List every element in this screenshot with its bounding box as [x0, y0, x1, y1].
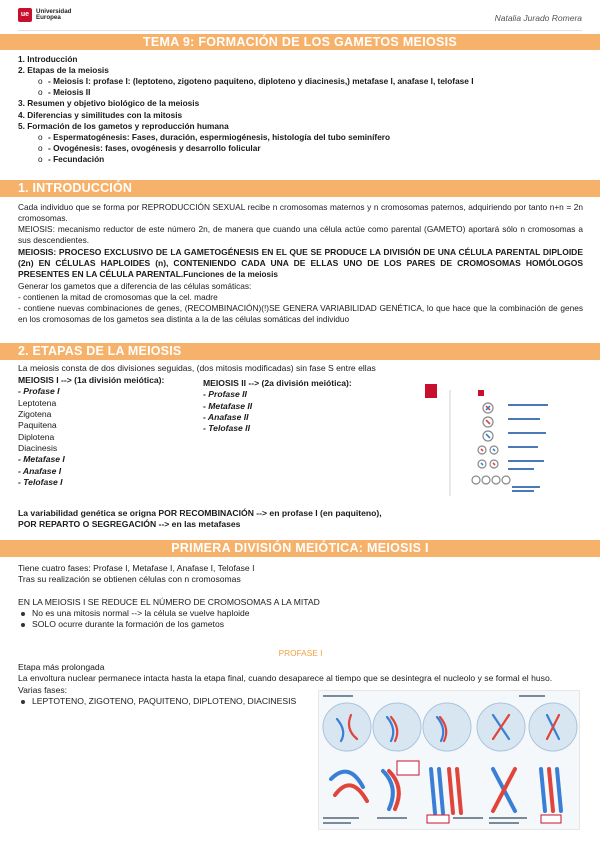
- profase-paragraph: La envoltura nuclear permanece intacta hasta la etapa final, cuando desaparece al tiempo que se desintegra el nucleolo y se formal el huso.: [18, 673, 553, 684]
- toc-item: 2. Etapas de la meiosis: [18, 65, 109, 76]
- meiosis-i-paragraph: Tras su realización se obtienen células con n cromosomas: [18, 574, 241, 585]
- meiosis-i-section: [18, 563, 583, 631]
- intro-section: [18, 202, 583, 325]
- toc-subitem: o - Ovogénesis: fases, ovogénesis y desarrollo folicular: [18, 143, 583, 154]
- meiosis-i-list: [18, 375, 208, 488]
- logo-mark: ue: [18, 8, 32, 22]
- stage-item: - Telofase II: [203, 423, 250, 434]
- stage-item: Leptotena: [18, 397, 57, 408]
- profase-paragraph: Etapa más prolongada: [18, 662, 105, 672]
- stage-item: Paquitena: [18, 420, 57, 431]
- page-title: TEMA 9: FORMACIÓN DE LOS GAMETOS MEIOSIS: [0, 34, 600, 50]
- stage-item: - Profase I: [18, 386, 60, 397]
- logo-line2: Europea: [36, 14, 61, 21]
- stage-item: - Anafase I: [18, 465, 62, 476]
- stage-item: - Metafase I: [18, 454, 65, 465]
- meiosis-definition: MEIOSIS: PROCESO EXCLUSIVO DE LA GAMETOGÉNESIS EN EL QUE SE PRODUCE LA DIVISIÓN DE UNA CÉLULA PARENTAL DIPLOIDE (2n) EN CÉLULAS HAPLOIDES (n), CONTENIENDO CADA UNA DE ELLAS UNO DE LOS PARES DE CROMOSOMAS HOMÓLOGOS PRESENTES EN LA CÉLULA PARENTAL.: [18, 246, 583, 280]
- stage-item: - Metafase II: [203, 400, 253, 411]
- variability-note: [18, 508, 583, 531]
- intro-paragraph: - contienen la mitad de cromosomas que la cel. madre: [18, 291, 218, 302]
- intro-paragraph: - contiene nuevas combinaciones de genes, (RECOMBINACIÓN)(!)SE GENERA VARIABILIDAD GENÉTICA, lo que hace que la combinación de genes en los cromosomas de los gametos sea distinta a la de las células somáticas del individuo: [18, 302, 583, 324]
- meiosis-i-title: MEIOSIS I --> (1a división meiótica):: [18, 375, 165, 385]
- profase-subheading: PROFASE I: [278, 648, 323, 658]
- intro-paragraph: Generar los gametos que a diferencia de las células somáticas:: [18, 281, 252, 292]
- university-logo: [18, 8, 71, 22]
- meiosis-functions-label: Funciones de la meiosis: [183, 270, 278, 280]
- table-of-contents: [18, 54, 583, 165]
- page-header: [0, 0, 600, 32]
- bullet-item: LEPTOTENO, ZIGOTENO, PAQUITENO, DIPLOTENO, DIACINESIS: [18, 696, 583, 707]
- section-heading-meiosis-i: PRIMERA DIVISIÓN MEIÓTICA: MEIOSIS I: [0, 540, 600, 557]
- meiosis-overview-figure: [412, 384, 572, 504]
- author-name: Natalia Jurado Romera: [494, 13, 582, 23]
- meiosis-ii-list: [203, 378, 393, 435]
- stage-item: Diplotena: [18, 431, 55, 442]
- variability-line: POR REPARTO O SEGREGACIÓN --> en las metafases: [18, 519, 241, 530]
- toc-subitem: o - Fecundación: [18, 154, 583, 165]
- toc-item: 1. Introducción: [18, 54, 78, 64]
- profase-paragraph: Varias fases:: [18, 684, 68, 695]
- stage-item: - Profase II: [203, 389, 247, 400]
- intro-paragraph: MEIOSIS: mecanismo reductor de este número 2n, de manera que cuando una célula actúe como parental (GAMETO) aportará sólo n cromosomas a sus descendientes.: [18, 223, 583, 245]
- toc-subitem: o - Espermatogénesis: Fases, duración, espermiogénesis, histología del tubo seminífero: [18, 132, 583, 143]
- toc-item: 3. Resumen y objetivo biológico de la meiosis: [18, 98, 200, 109]
- variability-line: La variabilidad genética se origna POR RECOMBINACIÓN --> en profase I (en paquiteno),: [18, 508, 382, 518]
- meiosis-ii-title: MEIOSIS II --> (2a división meiótica):: [203, 378, 352, 388]
- header-divider: [18, 30, 582, 31]
- profase-stages-figure: [318, 690, 580, 830]
- meiosis-i-paragraph: Tiene cuatro fases: Profase I, Metafase I, Anafase I, Telofase I: [18, 563, 255, 573]
- stage-item: - Anafase II: [203, 412, 249, 423]
- toc-item: 5. Formación de los gametos y reproducción humana: [18, 120, 229, 131]
- stage-item: Diacinesis: [18, 443, 58, 454]
- bullet-item: No es una mitosis normal --> la célula se vuelve haploide: [18, 608, 583, 619]
- bullet-item: SOLO ocurre durante la formación de los gametos: [18, 619, 583, 630]
- stage-item: - Telofase I: [18, 477, 63, 488]
- etapas-intro: La meiosis consta de dos divisiones seguidas, (dos mitosis modificadas) sin fase S entre ellas: [18, 363, 376, 373]
- section-heading-intro: 1. INTRODUCCIÓN: [0, 180, 600, 197]
- logo-line1: Universidad: [36, 7, 72, 15]
- toc-subitem: o - Meiosis I: profase I: (leptoteno, zigoteno paquiteno, diploteno y diacinesis,) metafase I, anafase I, telofase I: [18, 76, 583, 87]
- stage-item: Zigotena: [18, 409, 52, 420]
- chromosome-diagram: [319, 691, 581, 831]
- meiosis-i-reduction: EN LA MEIOSIS I SE REDUCE EL NÚMERO DE CROMOSOMAS A LA MITAD: [18, 596, 320, 607]
- toc-subitem: o - Meiosis II: [18, 87, 583, 98]
- section-heading-etapas: 2. ETAPAS DE LA MEIOSIS: [0, 343, 600, 360]
- toc-item: 4. Diferencias y similitudes con la mitosis: [18, 109, 183, 120]
- meiosis-stages-diagram: [412, 384, 572, 504]
- intro-paragraph: Cada individuo que se forma por REPRODUCCIÓN SEXUAL recibe n cromosomas maternos y n cromosomas paternos, adquiriendo por tanto n+n = 2n cromosomas.: [18, 202, 583, 223]
